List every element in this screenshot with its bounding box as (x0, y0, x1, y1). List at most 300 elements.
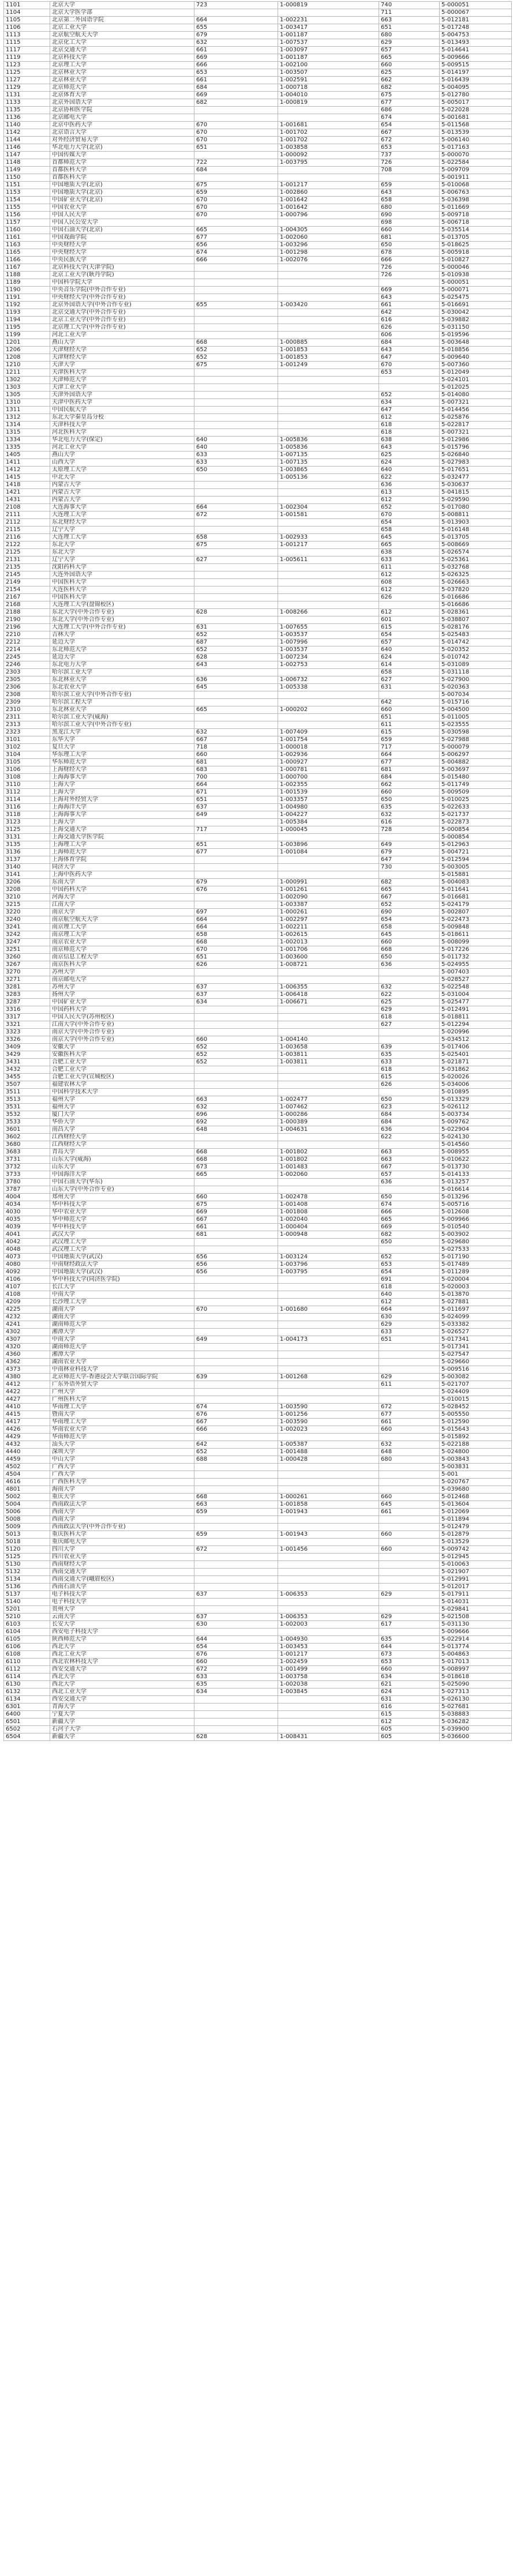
school-code-cell: 3326 (4, 1036, 50, 1044)
school-code-cell: 5006 (4, 1509, 50, 1516)
school-name-cell: 北京体育大学 (50, 92, 194, 99)
school-code-cell: 1146 (4, 144, 50, 152)
min-score-cell: 640 (194, 444, 278, 452)
min-score-cell: 692 (194, 1119, 278, 1126)
score-2-cell: 652 (379, 392, 440, 399)
table-row (4, 1629, 512, 1636)
rank-cell (278, 669, 379, 676)
table-row (4, 197, 512, 204)
school-code-cell: 2135 (4, 564, 50, 571)
school-code-cell: 3271 (4, 976, 50, 984)
rank-2-cell: 5-029680 (440, 1239, 512, 1246)
rank-cell: 1-002040 (278, 1216, 379, 1224)
min-score-cell (194, 901, 278, 909)
school-name-cell: 广西大学 (50, 1464, 194, 1471)
table-row (4, 1134, 512, 1141)
school-name-cell: 北京理工大学 (50, 62, 194, 69)
score-2-cell: 661 (379, 1419, 440, 1426)
min-score-cell: 633 (194, 459, 278, 467)
score-2-cell: 665 (379, 1216, 440, 1224)
school-code-cell: 1405 (4, 452, 50, 459)
table-row (4, 189, 512, 197)
rank-2-cell: 5-000070 (440, 152, 512, 159)
table-row (4, 122, 512, 129)
min-score-cell: 666 (194, 62, 278, 69)
rank-cell: 1-002297 (278, 916, 379, 924)
table-row (4, 84, 512, 92)
table-row (4, 99, 512, 107)
table-row (4, 744, 512, 751)
min-score-cell (194, 1606, 278, 1614)
table-row (4, 107, 512, 114)
min-score-cell (194, 1239, 278, 1246)
rank-2-cell: 5-016681 (440, 894, 512, 901)
rank-cell (278, 1524, 379, 1531)
min-score-cell: 628 (194, 654, 278, 661)
rank-2-cell: 5-024955 (440, 961, 512, 969)
rank-2-cell: 5-022584 (440, 159, 512, 167)
rank-cell (278, 1569, 379, 1576)
rank-2-cell: 5-014641 (440, 47, 512, 54)
min-score-cell: 652 (194, 347, 278, 354)
school-code-cell: 1101 (4, 2, 50, 9)
table-row (4, 429, 512, 437)
min-score-cell (194, 1389, 278, 1396)
school-name-cell: 北京工业大学(中外合作专业) (50, 317, 194, 324)
table-row (4, 369, 512, 377)
min-score-cell (194, 1479, 278, 1486)
min-score-cell: 656 (194, 1254, 278, 1261)
rank-cell (278, 1246, 379, 1254)
table-row (4, 969, 512, 976)
school-name-cell: 上海海洋大学 (50, 804, 194, 811)
school-code-cell: 1190 (4, 287, 50, 294)
min-score-cell: 722 (194, 159, 278, 167)
min-score-cell: 697 (194, 909, 278, 916)
min-score-cell (194, 976, 278, 984)
school-code-cell: 1104 (4, 9, 50, 17)
table-row (4, 631, 512, 639)
school-code-cell: 2167 (4, 594, 50, 601)
rank-2-cell: 5-005716 (440, 1201, 512, 1209)
min-score-cell (194, 1539, 278, 1546)
rank-2-cell: 5-004882 (440, 759, 512, 766)
rank-2-cell: 5-020026 (440, 1074, 512, 1081)
school-name-cell: 华南农业大学 (50, 1426, 194, 1434)
school-code-cell: 4073 (4, 1254, 50, 1261)
rank-cell (278, 114, 379, 122)
score-2-cell (379, 1141, 440, 1149)
table-row (4, 399, 512, 407)
rank-2-cell: 5-027313 (440, 1688, 512, 1696)
rank-cell (278, 1359, 379, 1366)
min-score-cell: 635 (194, 1681, 278, 1688)
school-name-cell: 上海理工大学 (50, 841, 194, 849)
rank-2-cell: 5-029841 (440, 1606, 512, 1614)
rank-2-cell: 5-013257 (440, 1179, 512, 1186)
school-code-cell: 3455 (4, 1074, 50, 1081)
score-2-cell: 680 (379, 1456, 440, 1464)
min-score-cell: 675 (194, 182, 278, 189)
min-score-cell: 637 (194, 984, 278, 991)
min-score-cell: 658 (194, 931, 278, 939)
school-code-cell: 5137 (4, 1591, 50, 1599)
rank-2-cell: 5-013493 (440, 39, 512, 47)
school-code-cell: 2305 (4, 676, 50, 684)
rank-2-cell: 5-026574 (440, 549, 512, 556)
rank-2-cell: 5-016148 (440, 527, 512, 534)
rank-cell (278, 1479, 379, 1486)
score-2-cell (379, 1246, 440, 1254)
rank-cell: 1-007234 (278, 654, 379, 661)
rank-cell (278, 1239, 379, 1246)
rank-2-cell: 5-005017 (440, 99, 512, 107)
rank-cell (278, 1381, 379, 1389)
school-name-cell: 重庆医科大学 (50, 1531, 194, 1539)
table-row (4, 1126, 512, 1134)
min-score-cell: 666 (194, 1426, 278, 1434)
school-code-cell: 5140 (4, 1599, 50, 1606)
score-2-cell: 652 (379, 1254, 440, 1261)
rank-2-cell: 5-000854 (440, 826, 512, 834)
score-2-cell: 679 (379, 849, 440, 856)
min-score-cell: 637 (194, 1614, 278, 1621)
score-2-cell: 622 (379, 1134, 440, 1141)
school-name-cell: 深圳大学 (50, 1449, 194, 1456)
school-name-cell: 西北工业大学 (50, 1651, 194, 1659)
school-name-cell: 中国医科大学 (50, 594, 194, 601)
min-score-cell (194, 1351, 278, 1359)
rank-2-cell: 5-031862 (440, 1066, 512, 1074)
rank-cell (278, 714, 379, 721)
min-score-cell (194, 369, 278, 377)
min-score-cell: 668 (194, 1494, 278, 1501)
school-code-cell: 4039 (4, 1224, 50, 1231)
school-name-cell: 大连外国语大学 (50, 571, 194, 579)
school-code-cell: 2188 (4, 609, 50, 616)
rank-cell (278, 1351, 379, 1359)
min-score-cell (194, 1464, 278, 1471)
score-2-cell: 659 (379, 182, 440, 189)
rank-2-cell: 5-018618 (440, 1674, 512, 1681)
rank-cell: 1-003537 (278, 646, 379, 654)
rank-cell (278, 219, 379, 227)
school-code-cell: 2125 (4, 549, 50, 556)
min-score-cell: 670 (194, 946, 278, 954)
rank-2-cell: 5-000079 (440, 744, 512, 751)
rank-2-cell: 5-024130 (440, 1134, 512, 1141)
score-2-cell: 654 (379, 631, 440, 639)
school-code-cell: 1188 (4, 272, 50, 279)
school-name-cell: 华南理工大学 (50, 1419, 194, 1426)
rank-cell (278, 1486, 379, 1494)
school-name-cell: 山东大学(中外合作专业) (50, 1186, 194, 1194)
school-code-cell: 4209 (4, 1299, 50, 1306)
school-name-cell: 南昌大学 (50, 1126, 194, 1134)
rank-2-cell: 5-020363 (440, 684, 512, 691)
rank-cell (278, 1081, 379, 1089)
school-code-cell: 4380 (4, 1374, 50, 1381)
min-score-cell: 649 (194, 1336, 278, 1344)
min-score-cell: 687 (194, 639, 278, 646)
score-2-cell: 647 (379, 407, 440, 414)
table-row (4, 1321, 512, 1329)
school-code-cell: 2309 (4, 699, 50, 706)
rank-cell: 1-000261 (278, 909, 379, 916)
school-name-cell: 西南大学 (50, 1509, 194, 1516)
score-2-cell: 615 (379, 1074, 440, 1081)
rank-cell: 1-004010 (278, 92, 379, 99)
rank-cell: 1-000018 (278, 744, 379, 751)
table-row (4, 9, 512, 17)
school-code-cell: 3215 (4, 901, 50, 909)
score-2-cell: 612 (379, 586, 440, 594)
table-row (4, 1096, 512, 1104)
table-row (4, 1036, 512, 1044)
min-score-cell: 632 (194, 729, 278, 736)
min-score-cell: 651 (194, 841, 278, 849)
rank-2-cell: 5-003648 (440, 339, 512, 347)
table-row (4, 444, 512, 452)
rank-cell (278, 1141, 379, 1149)
rank-cell (278, 309, 379, 317)
school-name-cell: 黑龙江大学 (50, 729, 194, 736)
min-score-cell (194, 699, 278, 706)
score-2-cell: 636 (379, 961, 440, 969)
rank-2-cell: 5-036600 (440, 1733, 512, 1741)
table-row (4, 242, 512, 249)
table-row (4, 721, 512, 729)
rank-cell (278, 579, 379, 586)
table-row (4, 916, 512, 924)
table-row (4, 302, 512, 309)
school-code-cell: 1211 (4, 369, 50, 377)
score-2-cell: 626 (379, 324, 440, 332)
rank-cell: 1-000261 (278, 1494, 379, 1501)
min-score-cell: 668 (194, 339, 278, 347)
min-score-cell: 664 (194, 916, 278, 924)
school-name-cell: 西南石油大学 (50, 1584, 194, 1591)
rank-cell (278, 279, 379, 287)
school-name-cell: 东华大学 (50, 736, 194, 744)
rank-cell: 1-006671 (278, 999, 379, 1006)
rank-cell: 1-005136 (278, 474, 379, 482)
school-code-cell: 5134 (4, 1576, 50, 1584)
min-score-cell: 668 (194, 939, 278, 946)
score-2-cell: 664 (379, 751, 440, 759)
min-score-cell: 700 (194, 774, 278, 781)
rank-2-cell: 5-009666 (440, 54, 512, 62)
rank-cell: 1-003658 (278, 1044, 379, 1051)
rank-cell: 1-007655 (278, 624, 379, 631)
rank-2-cell: 5-012181 (440, 17, 512, 24)
table-row (4, 654, 512, 661)
school-name-cell: 合肥工业大学(宣城校区) (50, 1074, 194, 1081)
school-name-cell: 重庆大学 (50, 1494, 194, 1501)
min-score-cell (194, 871, 278, 879)
rank-2-cell: 5-022914 (440, 1636, 512, 1644)
score-2-cell (379, 377, 440, 384)
min-score-cell (194, 1029, 278, 1036)
table-row (4, 1164, 512, 1171)
school-code-cell: 6400 (4, 1711, 50, 1718)
table-row (4, 1696, 512, 1703)
table-row (4, 924, 512, 931)
rank-cell: 1-005384 (278, 819, 379, 826)
school-name-cell: 南京大学 (50, 909, 194, 916)
table-row (4, 47, 512, 54)
score-2-cell: 665 (379, 541, 440, 549)
min-score-cell: 670 (194, 137, 278, 144)
school-code-cell: 1303 (4, 384, 50, 392)
school-code-cell: 4225 (4, 1306, 50, 1314)
min-score-cell (194, 571, 278, 579)
min-score-cell: 654 (194, 1644, 278, 1651)
school-name-cell: 哈尔滨工程大学 (50, 699, 194, 706)
school-code-cell: 1206 (4, 347, 50, 354)
rank-cell: 1-001853 (278, 354, 379, 362)
score-2-cell: 627 (379, 676, 440, 684)
school-name-cell: 内蒙古大学 (50, 489, 194, 497)
school-name-cell: 北京语言大学 (50, 129, 194, 137)
min-score-cell (194, 1006, 278, 1014)
table-row (4, 1688, 512, 1696)
school-name-cell: 哈尔滨工业大学(中外合作专业) (50, 691, 194, 699)
score-2-cell: 629 (379, 39, 440, 47)
rank-2-cell: 5-013329 (440, 1096, 512, 1104)
table-row (4, 1239, 512, 1246)
score-2-cell: 626 (379, 1081, 440, 1089)
school-name-cell: 南京邮电大学 (50, 976, 194, 984)
rank-cell: 1-003387 (278, 901, 379, 909)
table-row (4, 1306, 512, 1314)
score-2-cell: 659 (379, 736, 440, 744)
rank-cell (278, 601, 379, 609)
rank-2-cell: 5-027533 (440, 1246, 512, 1254)
rank-2-cell: 5-034512 (440, 1036, 512, 1044)
rank-2-cell: 5-013705 (440, 534, 512, 541)
table-row (4, 234, 512, 242)
rank-cell: 1-008266 (278, 609, 379, 616)
rank-2-cell: 5-013730 (440, 1164, 512, 1171)
school-code-cell: 3602 (4, 1134, 50, 1141)
score-2-cell: 632 (379, 984, 440, 991)
min-score-cell: 670 (194, 129, 278, 137)
score-2-cell (379, 1599, 440, 1606)
table-row (4, 227, 512, 234)
score-2-cell (379, 1576, 440, 1584)
rank-cell: 1-001408 (278, 1201, 379, 1209)
score-2-cell: 640 (379, 1291, 440, 1299)
min-score-cell (194, 1486, 278, 1494)
table-row (4, 646, 512, 654)
rank-2-cell: 5-003902 (440, 1231, 512, 1239)
school-code-cell: 1431 (4, 497, 50, 504)
school-name-cell: 南京大学(中外合作专业) (50, 1029, 194, 1036)
school-name-cell: 东北大学(中外合作专业) (50, 616, 194, 624)
score-2-cell: 684 (379, 339, 440, 347)
school-code-cell: 4241 (4, 1321, 50, 1329)
score-2-cell: 650 (379, 1194, 440, 1201)
rank-cell (278, 721, 379, 729)
school-name-cell: 东北农业大学 (50, 684, 194, 691)
school-name-cell: 云南大学 (50, 1614, 194, 1621)
school-name-cell: 陕西师范大学 (50, 1636, 194, 1644)
table-row (4, 167, 512, 174)
school-name-cell: 首都医科大学 (50, 167, 194, 174)
school-code-cell: 1201 (4, 339, 50, 347)
min-score-cell (194, 1081, 278, 1089)
school-name-cell: 北京师范大学-香港浸会大学联合国际学院 (50, 1374, 194, 1381)
rank-2-cell: 5-031150 (440, 324, 512, 332)
rank-cell: 1-003796 (278, 1261, 379, 1269)
rank-2-cell: 5-012590 (440, 1419, 512, 1426)
rank-cell: 1-000404 (278, 1224, 379, 1231)
min-score-cell: 670 (194, 204, 278, 212)
rank-2-cell: 5-017406 (440, 1044, 512, 1051)
table-row (4, 961, 512, 969)
school-code-cell: 3123 (4, 819, 50, 826)
school-name-cell: 上海财经大学 (50, 766, 194, 774)
score-2-cell: 645 (379, 534, 440, 541)
rank-2-cell: 5-010938 (440, 272, 512, 279)
school-code-cell: 1129 (4, 84, 50, 92)
rank-2-cell: 5-015480 (440, 774, 512, 781)
rank-2-cell: 5-027900 (440, 676, 512, 684)
rank-2-cell: 5-016686 (440, 594, 512, 601)
min-score-cell (194, 1561, 278, 1569)
school-name-cell: 北京大学 (50, 2, 194, 9)
rank-cell: 1-003420 (278, 302, 379, 309)
rank-2-cell: 5-003831 (440, 1464, 512, 1471)
school-code-cell: 4048 (4, 1246, 50, 1254)
min-score-cell: 681 (194, 759, 278, 766)
school-code-cell: 4080 (4, 1261, 50, 1269)
school-code-cell: 3118 (4, 811, 50, 819)
rank-cell: 1-002933 (278, 534, 379, 541)
rank-cell: 1-003296 (278, 242, 379, 249)
score-2-cell: 630 (379, 1314, 440, 1321)
min-score-cell (194, 1276, 278, 1284)
school-code-cell: 2196 (4, 624, 50, 631)
score-2-cell: 728 (379, 826, 440, 834)
rank-cell (278, 1584, 379, 1591)
score-2-cell: 612 (379, 497, 440, 504)
score-2-cell: 625 (379, 452, 440, 459)
table-row (4, 504, 512, 512)
table-row (4, 1374, 512, 1381)
school-code-cell: 1195 (4, 324, 50, 332)
score-2-cell: 658 (379, 197, 440, 204)
min-score-cell (194, 819, 278, 826)
min-score-cell: 632 (194, 1104, 278, 1111)
min-score-cell: 636 (194, 676, 278, 684)
table-row (4, 1291, 512, 1299)
school-name-cell: 电子科技大学 (50, 1599, 194, 1606)
rank-2-cell: 5-012491 (440, 1006, 512, 1014)
min-score-cell (194, 594, 278, 601)
rank-cell: 1-001256 (278, 1411, 379, 1419)
rank-2-cell: 5-027681 (440, 1703, 512, 1711)
school-name-cell: 石河子大学 (50, 1726, 194, 1733)
table-row (4, 834, 512, 841)
table-row (4, 736, 512, 744)
school-name-cell: 河北工业大学 (50, 332, 194, 339)
table-row (4, 377, 512, 384)
school-code-cell: 2111 (4, 512, 50, 519)
rank-cell: 1-003795 (278, 1269, 379, 1276)
school-code-cell: 3680 (4, 1141, 50, 1149)
